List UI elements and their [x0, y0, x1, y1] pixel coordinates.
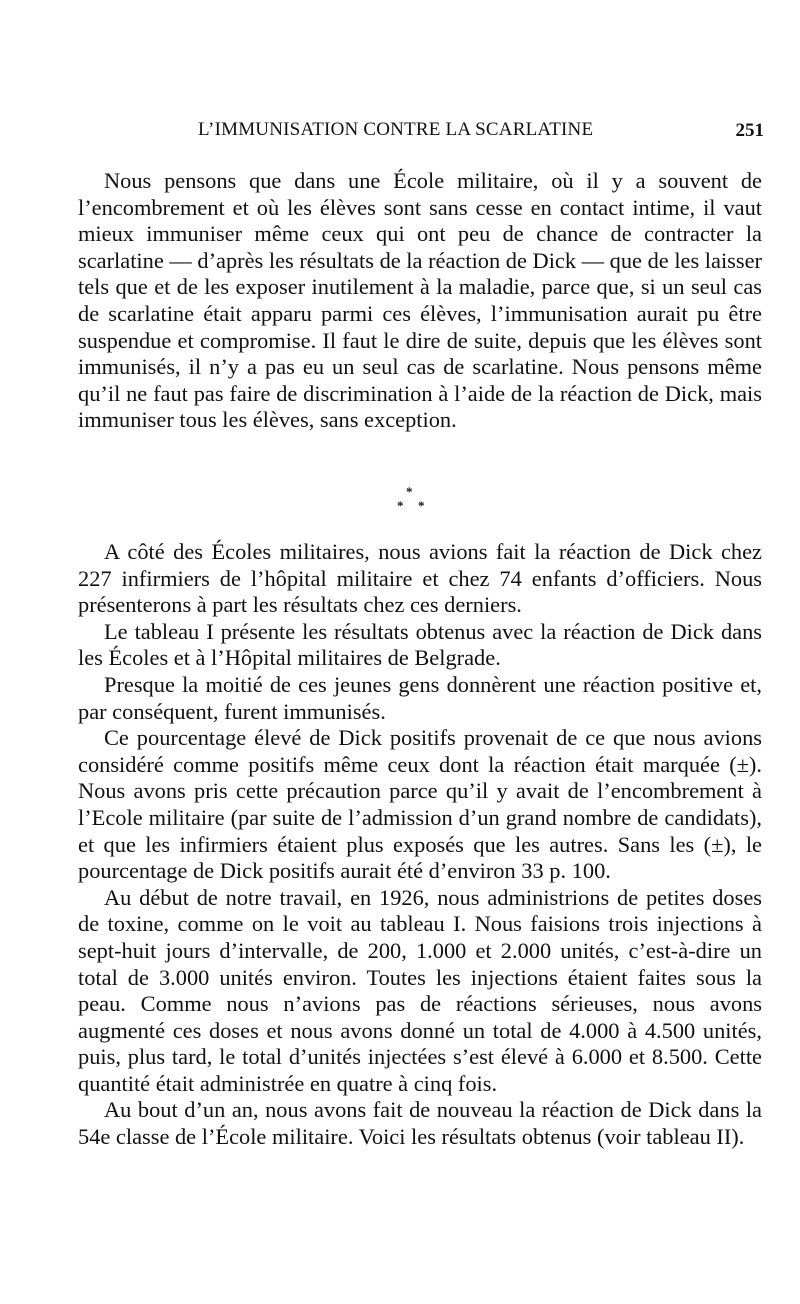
asterisk-mark: *	[418, 498, 425, 513]
running-title: L’IMMUNISATION CONTRE LA SCARLATINE	[198, 119, 594, 140]
paragraph: Nous pensons que dans une École militaire, où il y a souvent de l’encombrement et où les élèves sont sans cesse en contact intime, il vaut mieux immuniser même ceux qui ont peu de chance de contracter la scarlatine — d’après les résultats de la réaction de Dick — que de les laisser tels que et de les exposer inutilement à la maladie, parce que, si un seul cas de scarlatine était apparu parmi ces élèves, l’immunisation aurait pu être suspendue et compromise. Il faut le dire de suite, depuis que les élèves sont immunisés, il n’y a pas eu un seul cas de scarlatine. Nous pensons même qu’il ne faut pas faire de discrimination à l’aide de la réaction de Dick, mais immuniser tous les élèves, sans exception.	[78, 168, 762, 433]
paragraph: Au bout d’un an, nous avons fait de nouveau la réaction de Dick dans la 54e classe de l’École militaire. Voici les résultats obtenus (voir tableau II).	[78, 1097, 762, 1150]
text-block-dick-reaction-results	[78, 539, 762, 1151]
paragraph: Au début de notre travail, en 1926, nous administrions de petites doses de toxine, comme on le voit au tableau I. Nous faisions trois injections à sept-huit jours d’intervalle, de 200, 1.000 et 2.000 unités, c’est-à-dire un total de 3.000 unités environ. Toutes les injections étaient faites sous la peau. Comme nous n’avions pas de réactions sérieuses, nous avons augmenté ces doses et nous avons donné un total de 4.000 à 4.500 unités, puis, plus tard, le total d’unités injectées s’est élevé à 6.000 et 8.500. Cette quantité était administrée en quatre à cinq fois.	[78, 884, 762, 1096]
paragraph: Presque la moitié de ces jeunes gens donnèrent une réaction positive et, par conséquent, furent immunisés.	[78, 671, 762, 724]
paragraph: Ce pourcentage élevé de Dick positifs provenait de ce que nous avions considéré comme positifs même ceux dont la réaction était marquée (±). Nous avons pris cette précaution parce qu’il y avait de l’encombrement à l’Ecole militaire (par suite de l’admission d’un grand nombre de candidats), et que les infirmiers étaient plus exposés que les autres. Sans les (±), le pourcentage de Dick positifs aurait été d’environ 33 p. 100.	[78, 725, 762, 884]
asterisk-mark: *	[406, 484, 413, 499]
paragraph: Le tableau I présente les résultats obtenus avec la réaction de Dick dans les Écoles et à l’Hôpital militaires de Belgrade.	[78, 618, 762, 671]
text-block-immunisation-policy	[78, 168, 762, 434]
page-number: 251	[735, 120, 764, 141]
running-head	[80, 119, 764, 147]
paragraph: A côté des Écoles militaires, nous avions fait la réaction de Dick chez 227 infirmiers de l’hôpital militaire et chez 74 enfants d’officiers. Nous présenterons à part les résultats chez ces derniers.	[78, 539, 762, 618]
asterism-separator	[391, 485, 431, 515]
asterisk-mark: *	[397, 498, 404, 513]
